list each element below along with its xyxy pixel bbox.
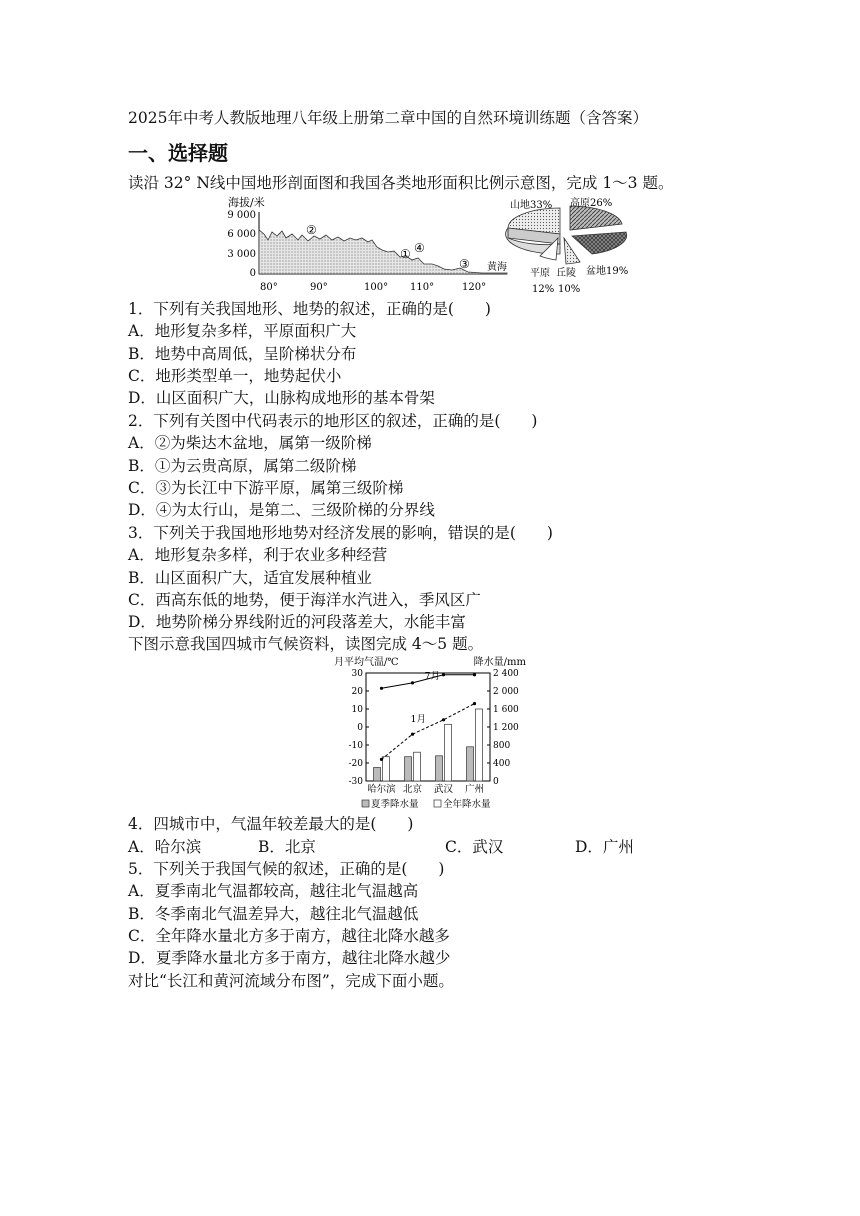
january-temp-point [411,733,414,736]
profile-ytick: 3 000 [227,249,256,260]
pie-slice-basin [572,232,627,254]
july-temp-point [473,673,476,676]
climate-left-tick-label: -30 [348,777,363,787]
climate-right-tick-label: 800 [493,741,511,751]
climate-right-tick-label: 0 [493,777,499,787]
q1-option-a[interactable]: A．地形复杂多样，平原面积广大 [128,322,357,340]
profile-ytick: 6 000 [227,229,256,240]
legend-label-annual: 全年降水量 [443,799,491,810]
q5-option-a[interactable]: A．夏季南北气温都较高，越往北气温越高 [128,882,419,900]
intro-text-3: 对比“长江和黄河流域分布图”，完成下面小题。 [128,972,454,990]
profile-xtick: 80° [260,282,278,293]
profile-xtick: 90° [310,282,328,293]
document-title: 2025年中考人教版地理八年级上册第二章中国的自然环境训练题（含答案） [128,109,648,127]
summer-precip-bar [405,757,412,781]
climate-left-tick-label: 0 [357,723,363,733]
q5-stem: 5．下列关于我国气候的叙述，正确的是( ) [128,860,445,878]
q3-option-b[interactable]: B．山区面积广大，适宜发展种植业 [128,569,372,587]
profile-marker-4: ④ [414,241,425,255]
climate-left-tick-label: 10 [351,705,363,715]
pie-label-plain-pct: 12% [532,284,555,295]
january-temp-point [473,702,476,705]
climate-left-tick-label: -10 [348,741,363,751]
profile-xtick: 110° [410,282,435,293]
climate-right-tick-label: 2 400 [493,669,519,679]
annual-precip-bar [476,709,483,781]
july-temp-point [380,687,383,690]
q4-option-a[interactable]: A．哈尔滨 [128,838,202,856]
profile-ytick: 0 [249,268,256,279]
q2-option-d[interactable]: D．④为太行山，是第二、三级阶梯的分界线 [128,501,435,519]
terrain-profile-figure [222,194,512,294]
climate-right-axis-label: 降水量/mm [473,657,526,668]
january-temp-point [380,758,383,761]
q3-option-c[interactable]: C．西高东低的地势，便于海洋水汽进入，季风区广 [128,591,481,609]
pie-label-basin: 盆地19% [586,266,629,277]
summer-precip-bar [436,756,443,781]
january-temp-point [442,718,445,721]
q5-option-c[interactable]: C．全年降水量北方多于南方，越往北降水越多 [128,927,450,945]
q2-stem: 2．下列有关图中代码表示的地形区的叙述，正确的是( ) [128,412,538,430]
q4-option-b[interactable]: B．北京 [258,838,316,856]
annual-precip-bar [445,724,452,781]
july-temp-point [411,681,414,684]
q1-stem: 1．下列有关我国地形、地势的叙述，正确的是( ) [128,300,491,318]
intro-text-2: 下图示意我国四城市气候资料，读图完成 4～5 题。 [128,635,484,653]
climate-category-label: 哈尔滨 [367,784,396,795]
q4-stem: 4．四城市中，气温年较差最大的是( ) [128,815,414,833]
january-temp-line [382,704,475,760]
pie-label-hill-pct: 10% [558,284,581,295]
q4-option-d[interactable]: D．广州 [575,838,634,856]
profile-marker-2: ② [306,223,317,237]
profile-xtick: 100° [364,282,389,293]
summer-precip-bar [467,747,474,781]
legend-swatch-summer [362,800,369,807]
profile-marker-3: ③ [459,257,470,271]
annual-precip-bar [414,752,421,781]
climate-right-tick-label: 1 600 [493,705,519,715]
pie-label-hill: 丘陵 [556,268,576,279]
section-heading: 一、选择题 [128,141,228,165]
q5-option-d[interactable]: D．夏季降水量北方多于南方，越往北降水越少 [128,949,451,967]
q4-option-c[interactable]: C．武汉 [445,838,504,856]
profile-ytick: 9 000 [227,210,256,221]
climate-left-tick-label: -20 [348,759,363,769]
terrain-profile-shape [259,230,507,274]
pie-label-mountain: 山地33% [510,200,553,211]
pie-label-plain: 平原 [530,268,550,279]
climate-right-tick-label: 400 [493,759,511,769]
pie-slice-hill [564,238,580,264]
climate-chart [330,655,530,815]
climate-right-tick-label: 2 000 [493,687,519,697]
pie-slice-plateau [570,206,622,230]
q5-option-b[interactable]: B．冬季南北气温差异大，越往北气温越低 [128,905,419,923]
legend-swatch-annual [434,800,441,807]
annual-precip-bar [383,757,390,781]
q3-option-a[interactable]: A．地形复杂多样，利于农业多种经营 [128,546,388,564]
climate-left-axis-label: 月平均气温/℃ [334,657,399,668]
profile-xtick: 120° [462,282,487,293]
q3-stem: 3．下列关于我国地形地势对经济发展的影响，错误的是( ) [128,524,553,542]
climate-right-tick-label: 1 200 [493,723,519,733]
profile-ylabel: 海拔/米 [228,196,265,209]
july-temp-point [442,673,445,676]
q1-option-c[interactable]: C．地形类型单一，地势起伏小 [128,367,342,385]
climate-left-tick-label: 20 [351,687,363,697]
january-line-label: 1月 [410,714,427,726]
q3-option-d[interactable]: D．地势阶梯分界线附近的河段落差大，水能丰富 [128,613,466,631]
profile-marker-1: ① [400,247,411,261]
landform-area-pie-figure [500,194,640,298]
summer-precip-bar [374,768,381,782]
climate-left-tick-label: 30 [351,669,363,679]
q2-option-b[interactable]: B．①为云贵高原，属第二级阶梯 [128,457,357,475]
pie-label-plateau: 高原26% [570,198,613,209]
climate-category-label: 武汉 [433,784,454,795]
q2-option-a[interactable]: A．②为柴达木盆地，属第一级阶梯 [128,434,372,452]
legend-label-summer: 夏季降水量 [371,799,419,810]
july-line-label: 7月 [424,670,441,682]
q2-option-c[interactable]: C．③为长江中下游平原，属第三级阶梯 [128,479,404,497]
climate-category-label: 广州 [464,784,485,795]
intro-text-1: 读沿 32° N线中国地形剖面图和我国各类地形面积比例示意图，完成 1～3 题。 [128,174,674,192]
q1-option-d[interactable]: D．山区面积广大，山脉构成地形的基本骨架 [128,389,435,407]
sea-label: 黄海 [487,262,507,273]
q1-option-b[interactable]: B．地势中高周低，呈阶梯状分布 [128,345,357,363]
climate-category-label: 北京 [402,784,423,795]
